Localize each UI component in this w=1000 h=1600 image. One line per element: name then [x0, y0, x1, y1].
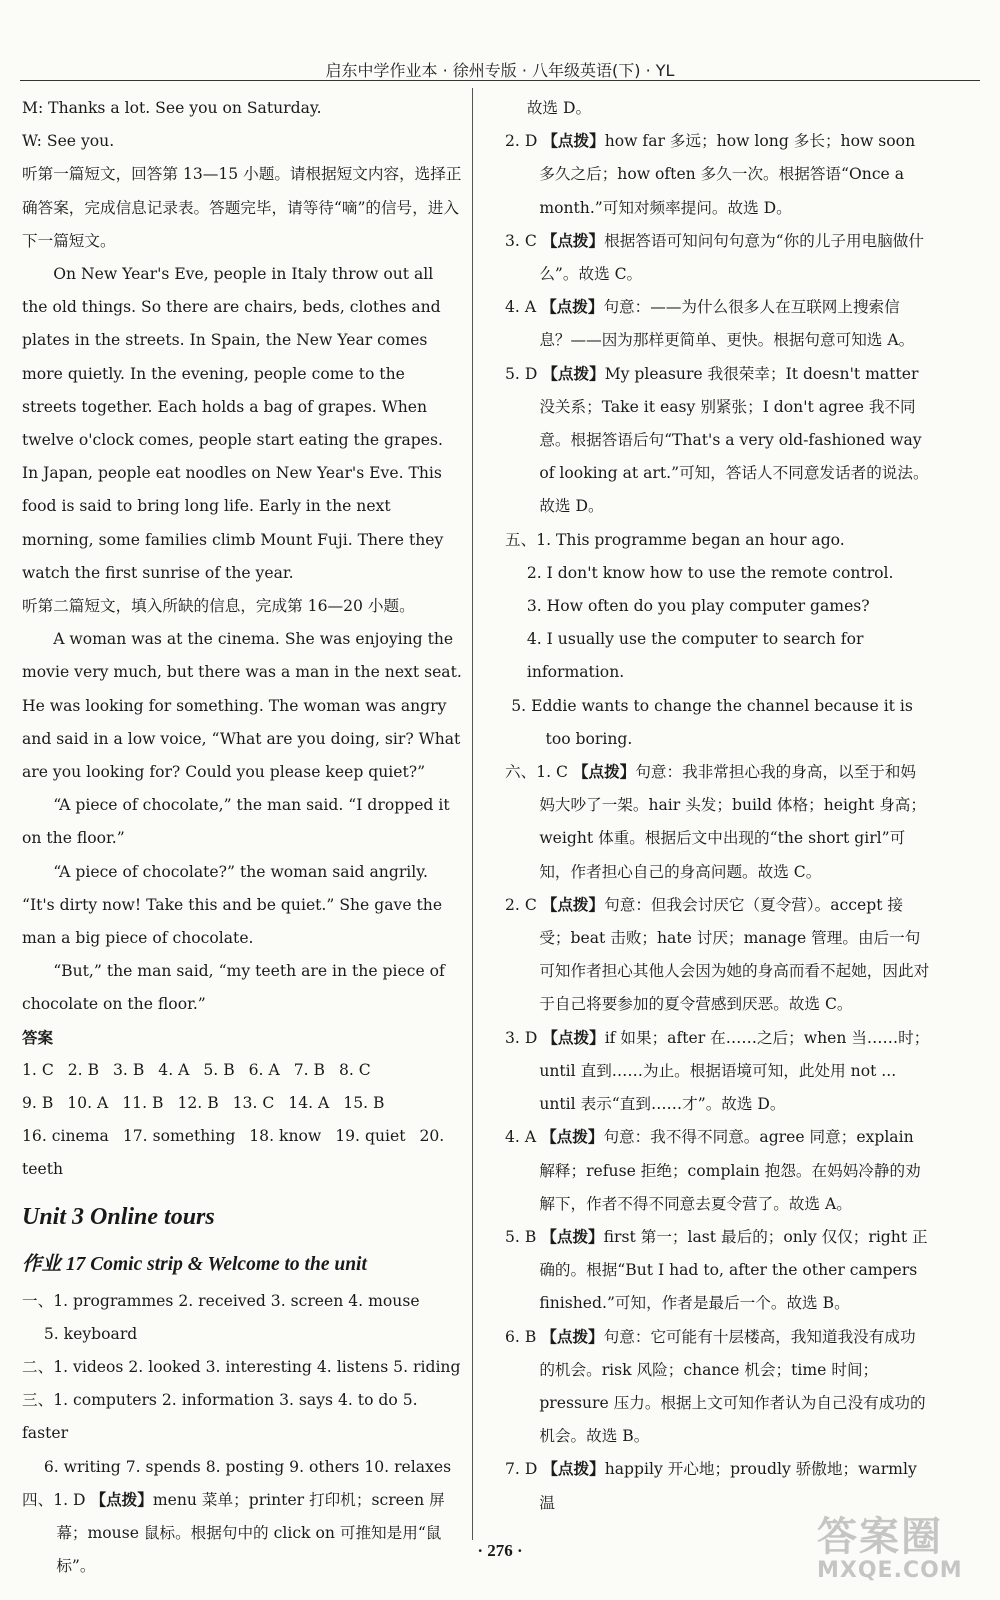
column-divider [472, 88, 473, 1540]
exercise-line: 4. I usually use the computer to search for information. [526, 630, 864, 682]
exercise-item [505, 889, 930, 1022]
right-column [505, 92, 930, 1520]
hint-tag: 【点拨】 [541, 1128, 604, 1147]
passage-paragraph: “But,” the man said, “my teeth are in the piece of chocolate on the floor.” [22, 962, 445, 1014]
item-text: 句意：——为什么很多人在互联网上搜索信息？——因为那样更简单、更快。根据句意可知选 A。 [539, 298, 915, 350]
answer: 5. B [203, 1060, 235, 1079]
dialogue-line: W: See you. [22, 132, 115, 151]
hint-tag: 【点拨】 [541, 1327, 604, 1346]
answers-row-1 [22, 1054, 462, 1087]
exercise-item [505, 1121, 930, 1221]
hint-tag: 【点拨】 [572, 763, 636, 782]
running-header: 启东中学作业本 · 徐州专版 · 八年级英语(下) · YL [20, 58, 980, 81]
exercise-line: 故选 D。 [526, 99, 592, 117]
instruction: 听第二篇短文，填入所缺的信息，完成第 16—20 小题。 [22, 597, 415, 616]
hint-tag: 【点拨】 [541, 231, 605, 250]
instruction: 听第一篇短文，回答第 13—15 小题。请根据短文内容，选择正确答案，完成信息记录表。答题完毕，请等待“嘀”的信号，进入下一篇短文。 [22, 165, 462, 250]
answer: 9. B [22, 1093, 54, 1112]
exercise-item [505, 358, 930, 524]
hint-tag: 【点拨】 [542, 132, 605, 151]
item-number: 3. C [505, 231, 542, 250]
answer: 3. B [113, 1060, 145, 1079]
item-text: if 如果；after 在……之后；when 当……时；until 直到……为止。根据语境可知，此处用 not ... until 表示“直到……才”。故选 D。 [539, 1028, 930, 1114]
exercise-line: 2. I don't know how to use the remote control. [526, 563, 894, 582]
exercise-item [505, 225, 930, 291]
hint-tag: 【点拨】 [542, 364, 605, 383]
item-number: 5. B [505, 1227, 542, 1246]
item-text: first 第一；last 最后的；only 仅仅；right 正确的。根据“But I had to, after the other campers finished.”可知，作者是最后一个。故选 B。 [539, 1227, 928, 1313]
answer: 20. teeth [22, 1127, 445, 1179]
answers-row-3 [22, 1120, 462, 1186]
answer: 11. B [122, 1093, 164, 1112]
item-text: how far 多远；how long 多长；how soon 多久之后；how often 多久一次。根据答语“Once a month.”可知对频率提问。故选 D。 [539, 132, 916, 217]
item-text: 根据答语可知问句句意为“你的儿子用电脑做什么”。故选 C。 [539, 231, 924, 284]
exercise-line: 5. keyboard [43, 1324, 138, 1343]
exercise-line: 3. How often do you play computer games? [526, 597, 870, 616]
exercise-line: 三、1. computers 2. information 3. says 4. to do 5. faster [22, 1391, 418, 1443]
exercise-item [505, 1022, 930, 1122]
exercise-item [505, 1321, 930, 1454]
answer: 4. A [158, 1060, 190, 1079]
exercise-line: 二、1. videos 2. looked 3. interesting 4. listens 5. riding [22, 1357, 461, 1376]
answer: 18. know [249, 1127, 322, 1146]
hint-tag: 【点拨】 [541, 895, 605, 914]
watermark-url: MXQE.COM [817, 1558, 963, 1583]
exercise-item [505, 125, 930, 225]
answer: 7. B [293, 1060, 325, 1079]
item-text: happily 开心地；proudly 骄傲地；warmly 温 [539, 1460, 917, 1512]
left-column [22, 92, 462, 1583]
item-number: 4. A [505, 1128, 542, 1147]
item-text: 句意：我不得不同意。agree 同意；explain 解释；refuse 拒绝；complain 抱怨。在妈妈冷静的劝解下，作者不得不同意去夏令营了。故选 A。 [539, 1128, 921, 1213]
hint-tag: 【点拨】 [90, 1490, 153, 1509]
item-number: 2. C [505, 895, 542, 914]
item-text: 句意：它可能有十层楼高，我知道我没有成功的机会。risk 风险；chance 机会；time 时间；pressure 压力。根据上文可知作者认为自己没有成功的机会。故选 B。 [539, 1327, 926, 1446]
exercise-item [505, 756, 930, 889]
answer: 8. C [338, 1060, 371, 1079]
item-number: 6. B [505, 1327, 542, 1346]
answer: 10. A [67, 1093, 109, 1112]
answer: 14. A [288, 1093, 330, 1112]
answer: 13. C [232, 1093, 275, 1112]
item-text: menu 菜单；printer 打印机；screen 屏幕；mouse 鼠标。根据句中的 click on 可推知是用“鼠标”。 [56, 1490, 445, 1576]
exercise-item [22, 1484, 462, 1584]
assignment-title: 作业 17 Comic strip & Welcome to the unit [22, 1253, 367, 1275]
page-number: · 276 · [477, 1541, 523, 1560]
dialogue-line: M: Thanks a lot. See you on Saturday. [22, 99, 322, 117]
answer: 15. B [343, 1093, 385, 1112]
watermark-text: 答案圈 [817, 1514, 943, 1560]
passage-paragraph: “A piece of chocolate?” the woman said angrily. “It's dirty now! Take this and be quiet.” She gave the man a big piece of chocolate. [22, 862, 443, 948]
answer: 12. B [177, 1093, 219, 1112]
item-number: 四、1. D [22, 1490, 91, 1509]
exercise-line: 五、1. This programme began an hour ago. [505, 530, 845, 549]
hint-tag: 【点拨】 [541, 1227, 604, 1246]
passage-paragraph: “A piece of chocolate,” the man said. “I dropped it on the floor.” [22, 796, 450, 848]
item-number: 5. D [505, 364, 543, 383]
item-number: 3. D [505, 1028, 543, 1047]
exercise-item [505, 1221, 930, 1321]
hint-tag: 【点拨】 [542, 1460, 605, 1479]
item-number: 4. A [505, 298, 542, 317]
exercise-line: 6. writing 7. spends 8. posting 9. others 10. relaxes [43, 1457, 452, 1476]
hint-tag: 【点拨】 [541, 298, 604, 317]
passage-paragraph: A woman was at the cinema. She was enjoying the movie very much, but there was a man in the next seat. He was looking for something. The woman was angry and said in a low voice, “What are you doing, sir? What are you looking for? Could you please keep quiet?” [22, 630, 462, 782]
item-text: 句意：我非常担心我的身高，以至于和妈妈大吵了一架。hair 头发；build 体格；height 身高；weight 体重。根据后文中出现的“the short girl”可知，作者担心自己的身高问题。故选 C。 [539, 763, 926, 881]
unit-title: Unit 3 Online tours [22, 1203, 215, 1230]
exercise-line: 一、1. programmes 2. received 3. screen 4. mouse [22, 1291, 420, 1310]
passage-paragraph: On New Year's Eve, people in Italy throw out all the old things. So there are chairs, beds, clothes and plates in the streets. In Spain, the New Year comes more quietly. In the evening, people come to the streets together. Each holds a bag of grapes. When twelve o'clock comes, people start eating the grapes. In Japan, people eat noodles on New Year's Eve. This food is said to bring long life. Early in the next morning, some families climb Mount Fuji. There they watch the first sunrise of the year. [22, 265, 444, 582]
answer: 17. something [122, 1127, 236, 1146]
item-text: 句意：但我会讨厌它（夏令营）。accept 接受；beat 击败；hate 讨厌；manage 管理。由后一句可知作者担心其他人会因为她的身高而看不起她，因此对于自己将要参加的夏令营感到厌恶。故选 C。 [539, 895, 930, 1014]
watermark [817, 1505, 982, 1595]
item-number: 六、1. C [505, 763, 573, 782]
exercise-line: 5. Eddie wants to change the channel because it is too boring. [511, 696, 913, 748]
answer: 16. cinema [22, 1127, 109, 1146]
answers-row-2 [22, 1087, 462, 1120]
answer: 1. C [22, 1060, 54, 1079]
answers-heading: 答案 [22, 1028, 54, 1047]
answer: 6. A [248, 1060, 280, 1079]
item-number: 7. D [505, 1460, 543, 1479]
item-text: My pleasure 我很荣幸；It doesn't matter 没关系；Take it easy 别紧张；I don't agree 我不同意。根据答语后句“That's a very old-fashioned way of looking at art.”可知，答话人不同意发话者的说法。故选 D。 [539, 364, 929, 516]
answer: 2. B [67, 1060, 100, 1079]
hint-tag: 【点拨】 [542, 1028, 605, 1047]
answer: 19. quiet [335, 1127, 406, 1146]
item-number: 2. D [505, 132, 543, 151]
exercise-item [505, 291, 930, 357]
